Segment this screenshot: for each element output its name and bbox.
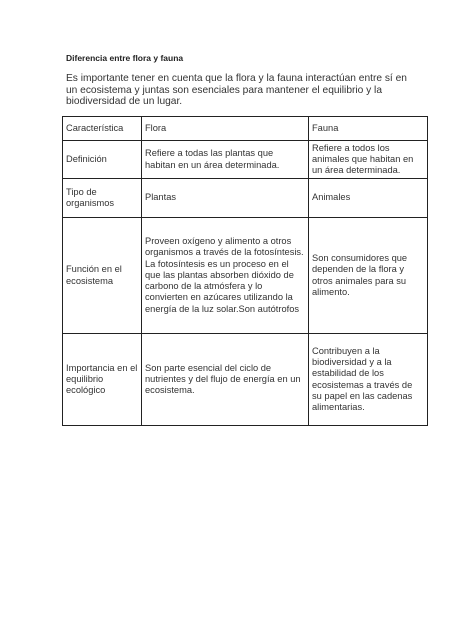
header-flora: Flora	[142, 117, 309, 141]
table-row	[63, 179, 428, 218]
header-fauna: Fauna	[309, 117, 428, 141]
fauna-cell: Contribuyen a la biodiversidad y a la estabilidad de los ecosistemas a través de su papel en las cadenas alimentarias.	[309, 334, 428, 426]
flora-cell: Son parte esencial del ciclo de nutrientes y del flujo de energía en un ecosistema.	[142, 334, 309, 426]
header-caracteristica: Característica	[63, 117, 142, 141]
flora-cell: Proveen oxígeno y alimento a otros organismos a través de la fotosíntesis. La fotosíntesis es un proceso en el que las plantas absorben dióxido de carbono de la atmósfera y lo convierten en azúcares utilizando la energía de la luz solar.Son autótrofos	[142, 218, 309, 334]
row-label-importancia: Importancia en el equilibrio ecológico	[63, 334, 142, 426]
flora-cell: Plantas	[142, 179, 309, 218]
row-label-definicion: Definición	[63, 141, 142, 179]
comparison-table	[62, 116, 428, 426]
fauna-cell: Animales	[309, 179, 428, 218]
table-row	[63, 218, 428, 334]
table-row	[63, 141, 428, 179]
intro-paragraph: Es importante tener en cuenta que la flora y la fauna interactúan entre sí en un ecosistema y juntas son esenciales para mantener el equilibrio y la biodiversidad de un lugar.	[66, 73, 407, 107]
table-header-row	[63, 117, 428, 141]
row-label-funcion: Función en el ecosistema	[63, 218, 142, 334]
fauna-cell: Refiere a todos los animales que habitan en un área determinada.	[309, 141, 428, 179]
document-title: Diferencia entre flora y fauna	[66, 53, 184, 63]
fauna-cell: Son consumidores que dependen de la flora y otros animales para su alimento.	[309, 218, 428, 334]
flora-cell: Refiere a todas las plantas que habitan en un área determinada.	[142, 141, 309, 179]
table-row	[63, 334, 428, 426]
row-label-tipo: Tipo de organismos	[63, 179, 142, 218]
